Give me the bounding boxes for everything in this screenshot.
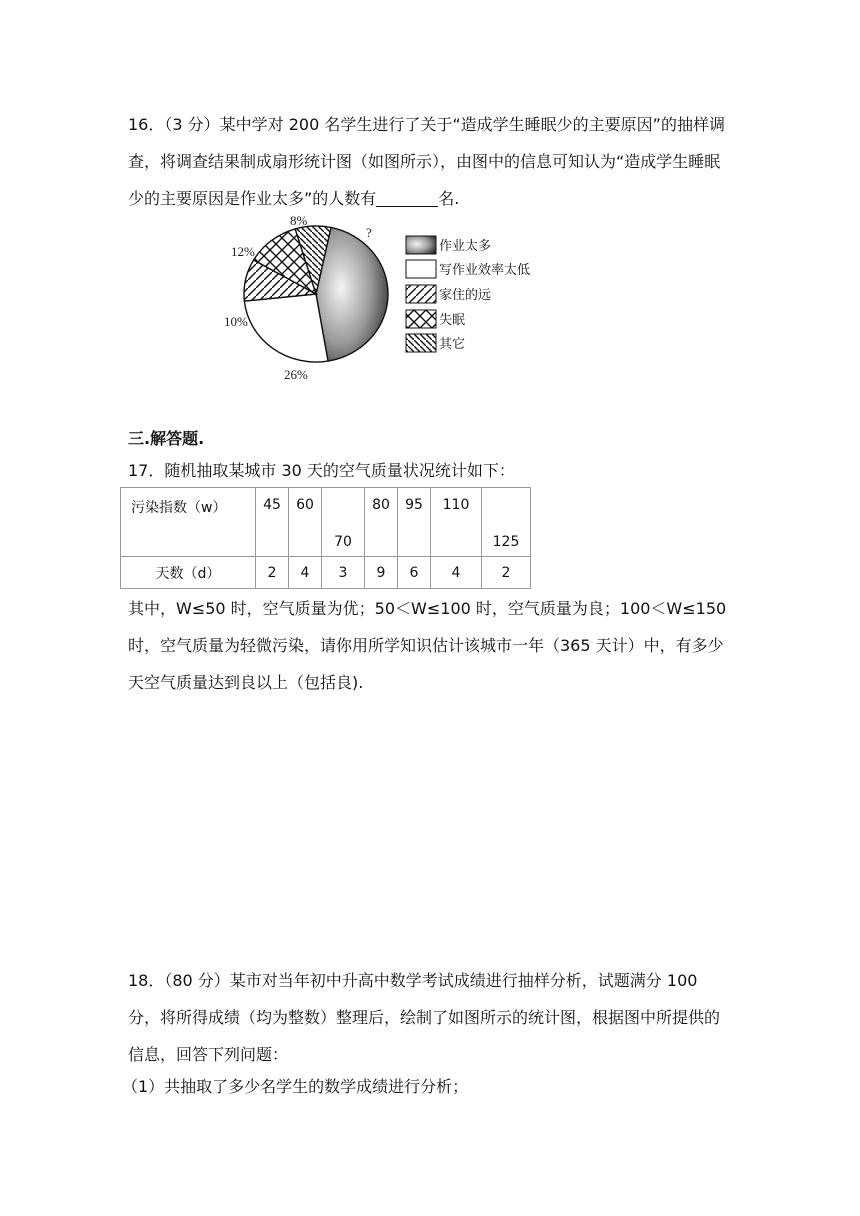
question-18-sub1: （1）共抽取了多少名学生的数学成绩进行分析； — [122, 1077, 469, 1096]
air-quality-table — [120, 487, 531, 589]
table-cell: 2 — [482, 557, 531, 589]
legend-label: 家住的远 — [439, 288, 492, 303]
pie-chart-figure — [216, 208, 536, 386]
question-text-end: 名. — [438, 189, 460, 208]
table-cell: 70 — [322, 488, 365, 557]
table-cell: 3 — [322, 557, 365, 589]
table-header-cell: 天数（d） — [121, 557, 256, 589]
slice-label: ? — [366, 225, 372, 240]
table-cell: 110 — [431, 488, 482, 557]
pie-chart-svg — [216, 208, 536, 386]
question-score: （3 分） — [164, 115, 220, 134]
table-cell: 9 — [365, 557, 398, 589]
slice-label: 8% — [290, 213, 308, 228]
table-cell: 45 — [256, 488, 289, 557]
legend-label: 写作业效率太低 — [439, 263, 531, 278]
table-cell: 60 — [289, 488, 322, 557]
slice-label: 26% — [284, 367, 308, 382]
section-heading: 三.解答题. — [128, 429, 205, 448]
question-number: 16． — [128, 115, 165, 134]
table-row — [121, 557, 531, 589]
legend-swatch — [406, 285, 436, 303]
legend-label: 作业太多 — [439, 239, 492, 254]
pie-slice — [244, 294, 328, 362]
legend-label: 失眠 — [439, 313, 466, 328]
table-cell: 95 — [398, 488, 431, 557]
legend-swatch — [406, 260, 436, 278]
legend-swatch — [406, 236, 436, 254]
question-17-intro: 17．随机抽取某城市 30 天的空气质量状况统计如下： — [128, 461, 515, 480]
table-cell: 2 — [256, 557, 289, 589]
legend-swatch — [406, 310, 436, 328]
question-18-body: 18．（80 分）某市对当年初中升高中数学考试成绩进行抽样分析，试题满分 100 分，将所得成绩（均为整数）整理后，绘制了如图所示的统计图，根据图中所提供的信息，回答下列问题： — [128, 971, 721, 1064]
table-cell: 4 — [431, 557, 482, 589]
table-cell: 4 — [289, 557, 322, 589]
question-16 — [128, 106, 732, 217]
legend-label: 其它 — [439, 337, 466, 352]
table-cell: 6 — [398, 557, 431, 589]
table-row — [121, 488, 531, 557]
legend-swatch — [406, 334, 436, 352]
table-header-cell: 污染指数（w） — [121, 488, 256, 557]
answer-blank — [376, 188, 438, 207]
slice-label: 12% — [231, 244, 255, 259]
table-cell: 125 — [482, 488, 531, 557]
question-17-body: 其中，W≤50 时，空气质量为优；50＜W≤100 时，空气质量为良；100＜W≤150 时，空气质量为轻微污染，请你用所学知识估计该城市一年（365 天计）中，有多少天空气质量达到良以上（包括良). — [128, 599, 727, 692]
table-cell: 80 — [365, 488, 398, 557]
slice-label: 10% — [224, 314, 248, 329]
question-text: 某中学对 200 名学生进行了关于“造成学生睡眠少的主要原因”的抽样调查，将调查结果制成扇形统计图（如图所示），由图中的信息可知认为“造成学生睡眠少的主要原因是作业太多”的人数有 — [128, 115, 725, 208]
